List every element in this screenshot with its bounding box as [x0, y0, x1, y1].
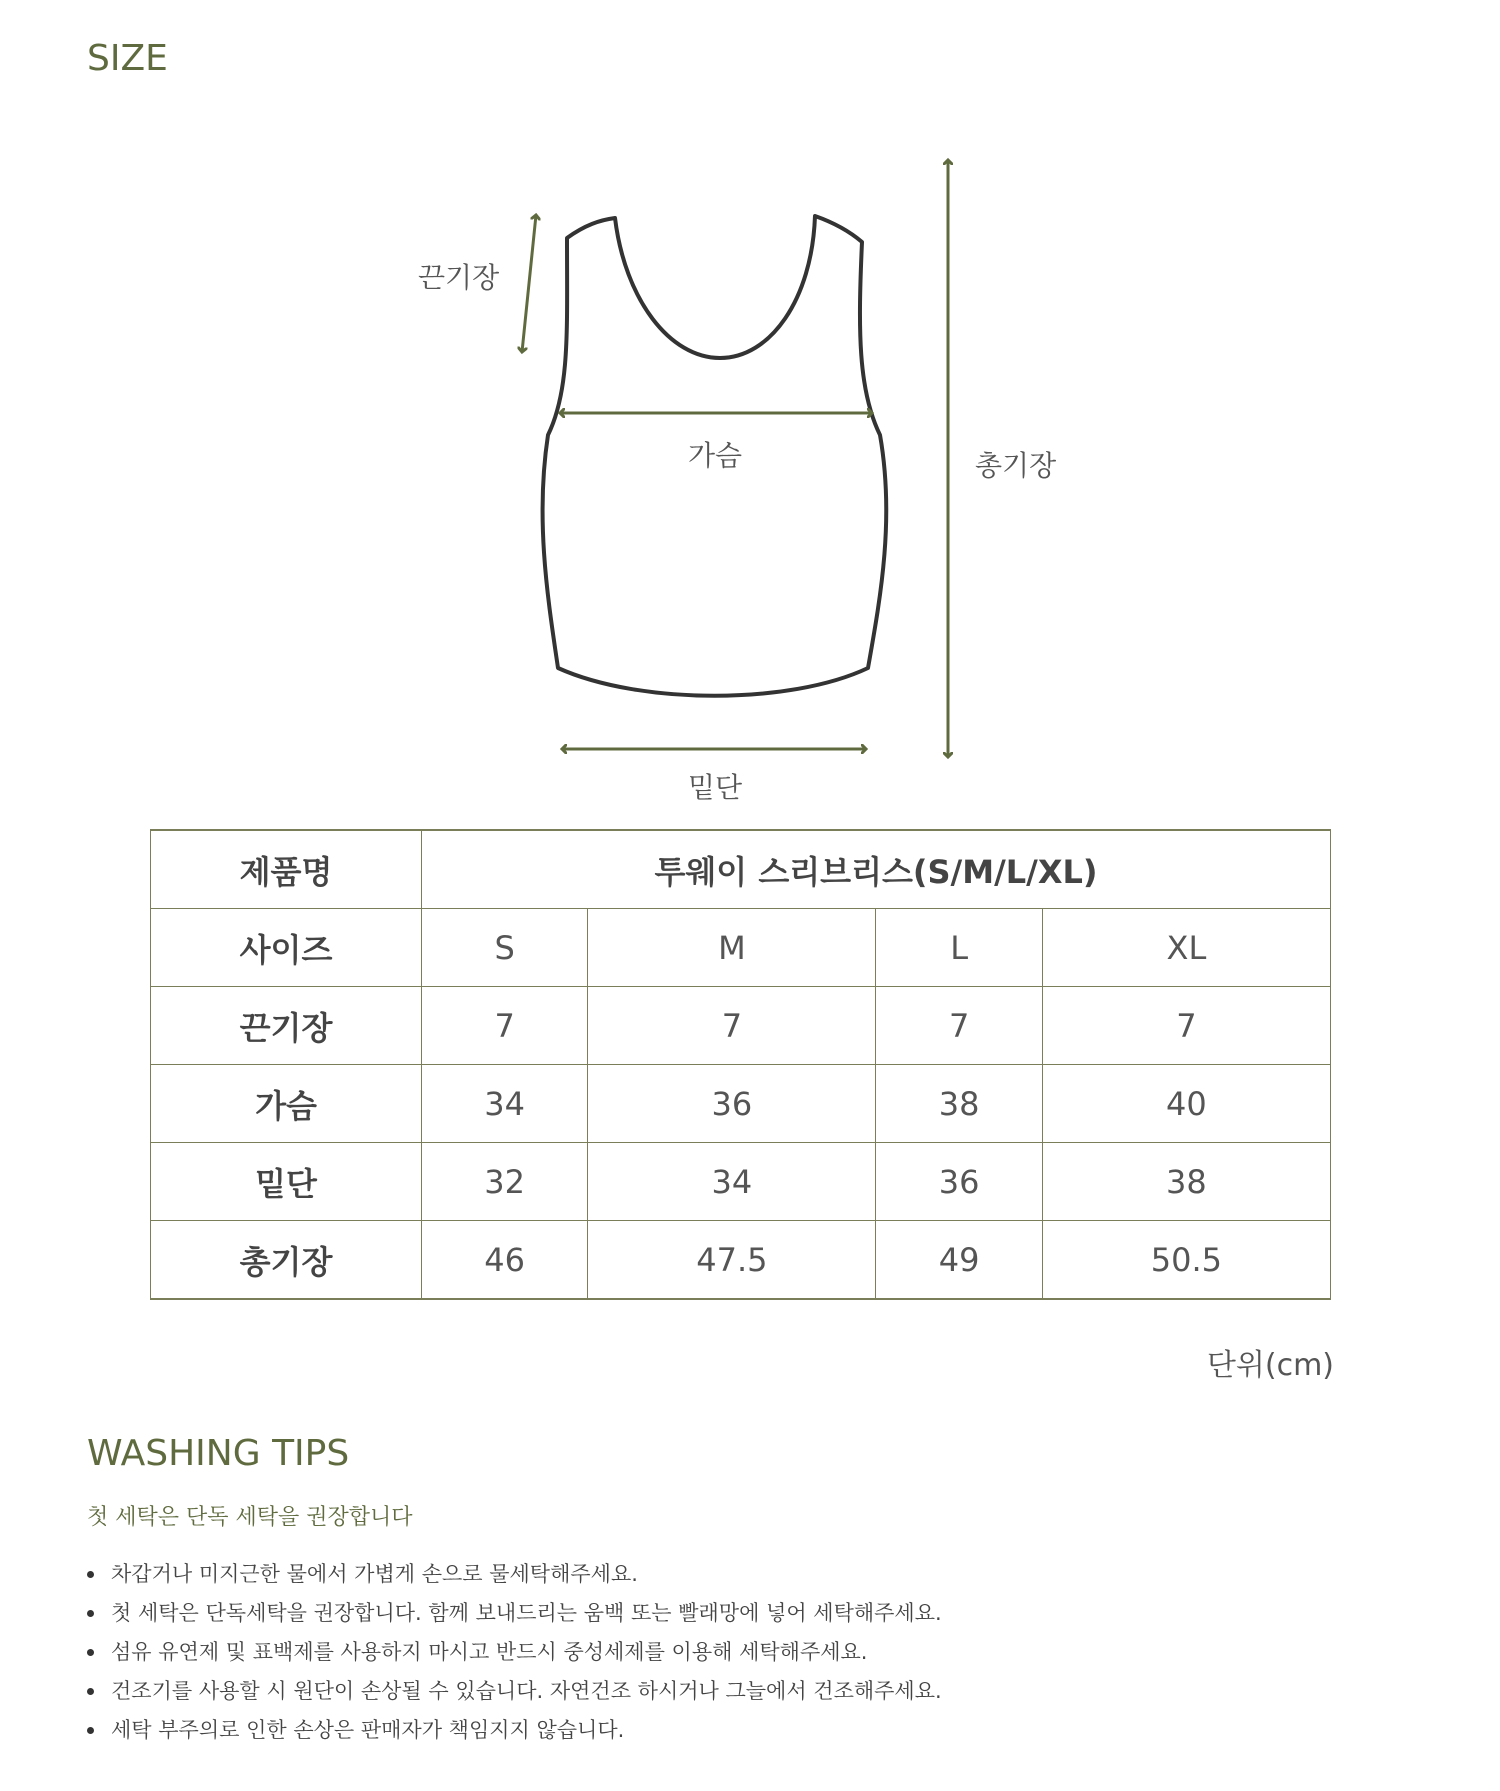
value-cell: 7: [422, 987, 588, 1065]
chest-label: 가슴: [688, 439, 743, 472]
strap-arrow: [522, 215, 536, 352]
value-cell: 36: [876, 1143, 1042, 1221]
tip-text: 차갑거나 미지근한 물에서 가볍게 손으로 물세탁해주세요.: [111, 1562, 638, 1586]
bullet-icon: [87, 1610, 94, 1617]
strap-label: 끈기장: [418, 261, 500, 294]
tip-text: 섬유 유연제 및 표백제를 사용하지 마시고 반드시 중성세제를 이용해 세탁해주세요.: [111, 1640, 868, 1664]
total-length-label: 총기장: [975, 449, 1057, 482]
size-section-title: SIZE: [87, 38, 168, 79]
table-row: [151, 987, 1331, 1065]
size-label-cell: 사이즈: [151, 909, 422, 987]
table-row: [151, 1065, 1331, 1143]
size-cell: S: [422, 909, 588, 987]
tip-text: 첫 세탁은 단독세탁을 권장합니다. 함께 보내드리는 움백 또는 빨래망에 넣어 세탁해주세요.: [111, 1601, 942, 1625]
value-cell: 34: [588, 1143, 876, 1221]
value-cell: 40: [1042, 1065, 1330, 1143]
value-cell: 47.5: [588, 1221, 876, 1300]
bullet-icon: [87, 1727, 94, 1734]
value-cell: 7: [588, 987, 876, 1065]
value-cell: 7: [876, 987, 1042, 1065]
hem-label: 밑단: [688, 771, 743, 804]
row-label-cell: 가슴: [151, 1065, 422, 1143]
list-item: [87, 1672, 942, 1711]
table-row: [151, 909, 1331, 987]
table-row: [151, 830, 1331, 909]
size-cell: M: [588, 909, 876, 987]
row-label-cell: 밑단: [151, 1143, 422, 1221]
washing-tips-list: [87, 1555, 942, 1750]
bullet-icon: [87, 1688, 94, 1695]
list-item: [87, 1555, 942, 1594]
value-cell: 34: [422, 1065, 588, 1143]
list-item: [87, 1711, 942, 1750]
row-label-cell: 총기장: [151, 1221, 422, 1300]
row-label-cell: 끈기장: [151, 987, 422, 1065]
value-cell: 7: [1042, 987, 1330, 1065]
washing-tips-subtitle: 첫 세탁은 단독 세탁을 권장합니다: [87, 1505, 413, 1530]
list-item: [87, 1594, 942, 1633]
value-cell: 38: [1042, 1143, 1330, 1221]
unit-note: 단위(cm): [1206, 1348, 1334, 1383]
product-name-cell: 투웨이 스리브리스(S/M/L/XL): [422, 830, 1331, 909]
value-cell: 32: [422, 1143, 588, 1221]
value-cell: 49: [876, 1221, 1042, 1300]
tip-text: 건조기를 사용할 시 원단이 손상될 수 있습니다. 자연건조 하시거나 그늘에서 건조해주세요.: [111, 1679, 942, 1703]
list-item: [87, 1633, 942, 1672]
value-cell: 46: [422, 1221, 588, 1300]
size-table: [150, 829, 1331, 1300]
value-cell: 36: [588, 1065, 876, 1143]
size-cell: XL: [1042, 909, 1330, 987]
table-row: [151, 1143, 1331, 1221]
value-cell: 50.5: [1042, 1221, 1330, 1300]
table-row: [151, 1221, 1331, 1300]
product-label-cell: 제품명: [151, 830, 422, 909]
tank-top-diagram: [0, 0, 1500, 800]
washing-tips-title: WASHING TIPS: [87, 1433, 350, 1474]
value-cell: 38: [876, 1065, 1042, 1143]
bullet-icon: [87, 1571, 94, 1578]
size-cell: L: [876, 909, 1042, 987]
tip-text: 세탁 부주의로 인한 손상은 판매자가 책임지지 않습니다.: [111, 1718, 625, 1742]
bullet-icon: [87, 1649, 94, 1656]
